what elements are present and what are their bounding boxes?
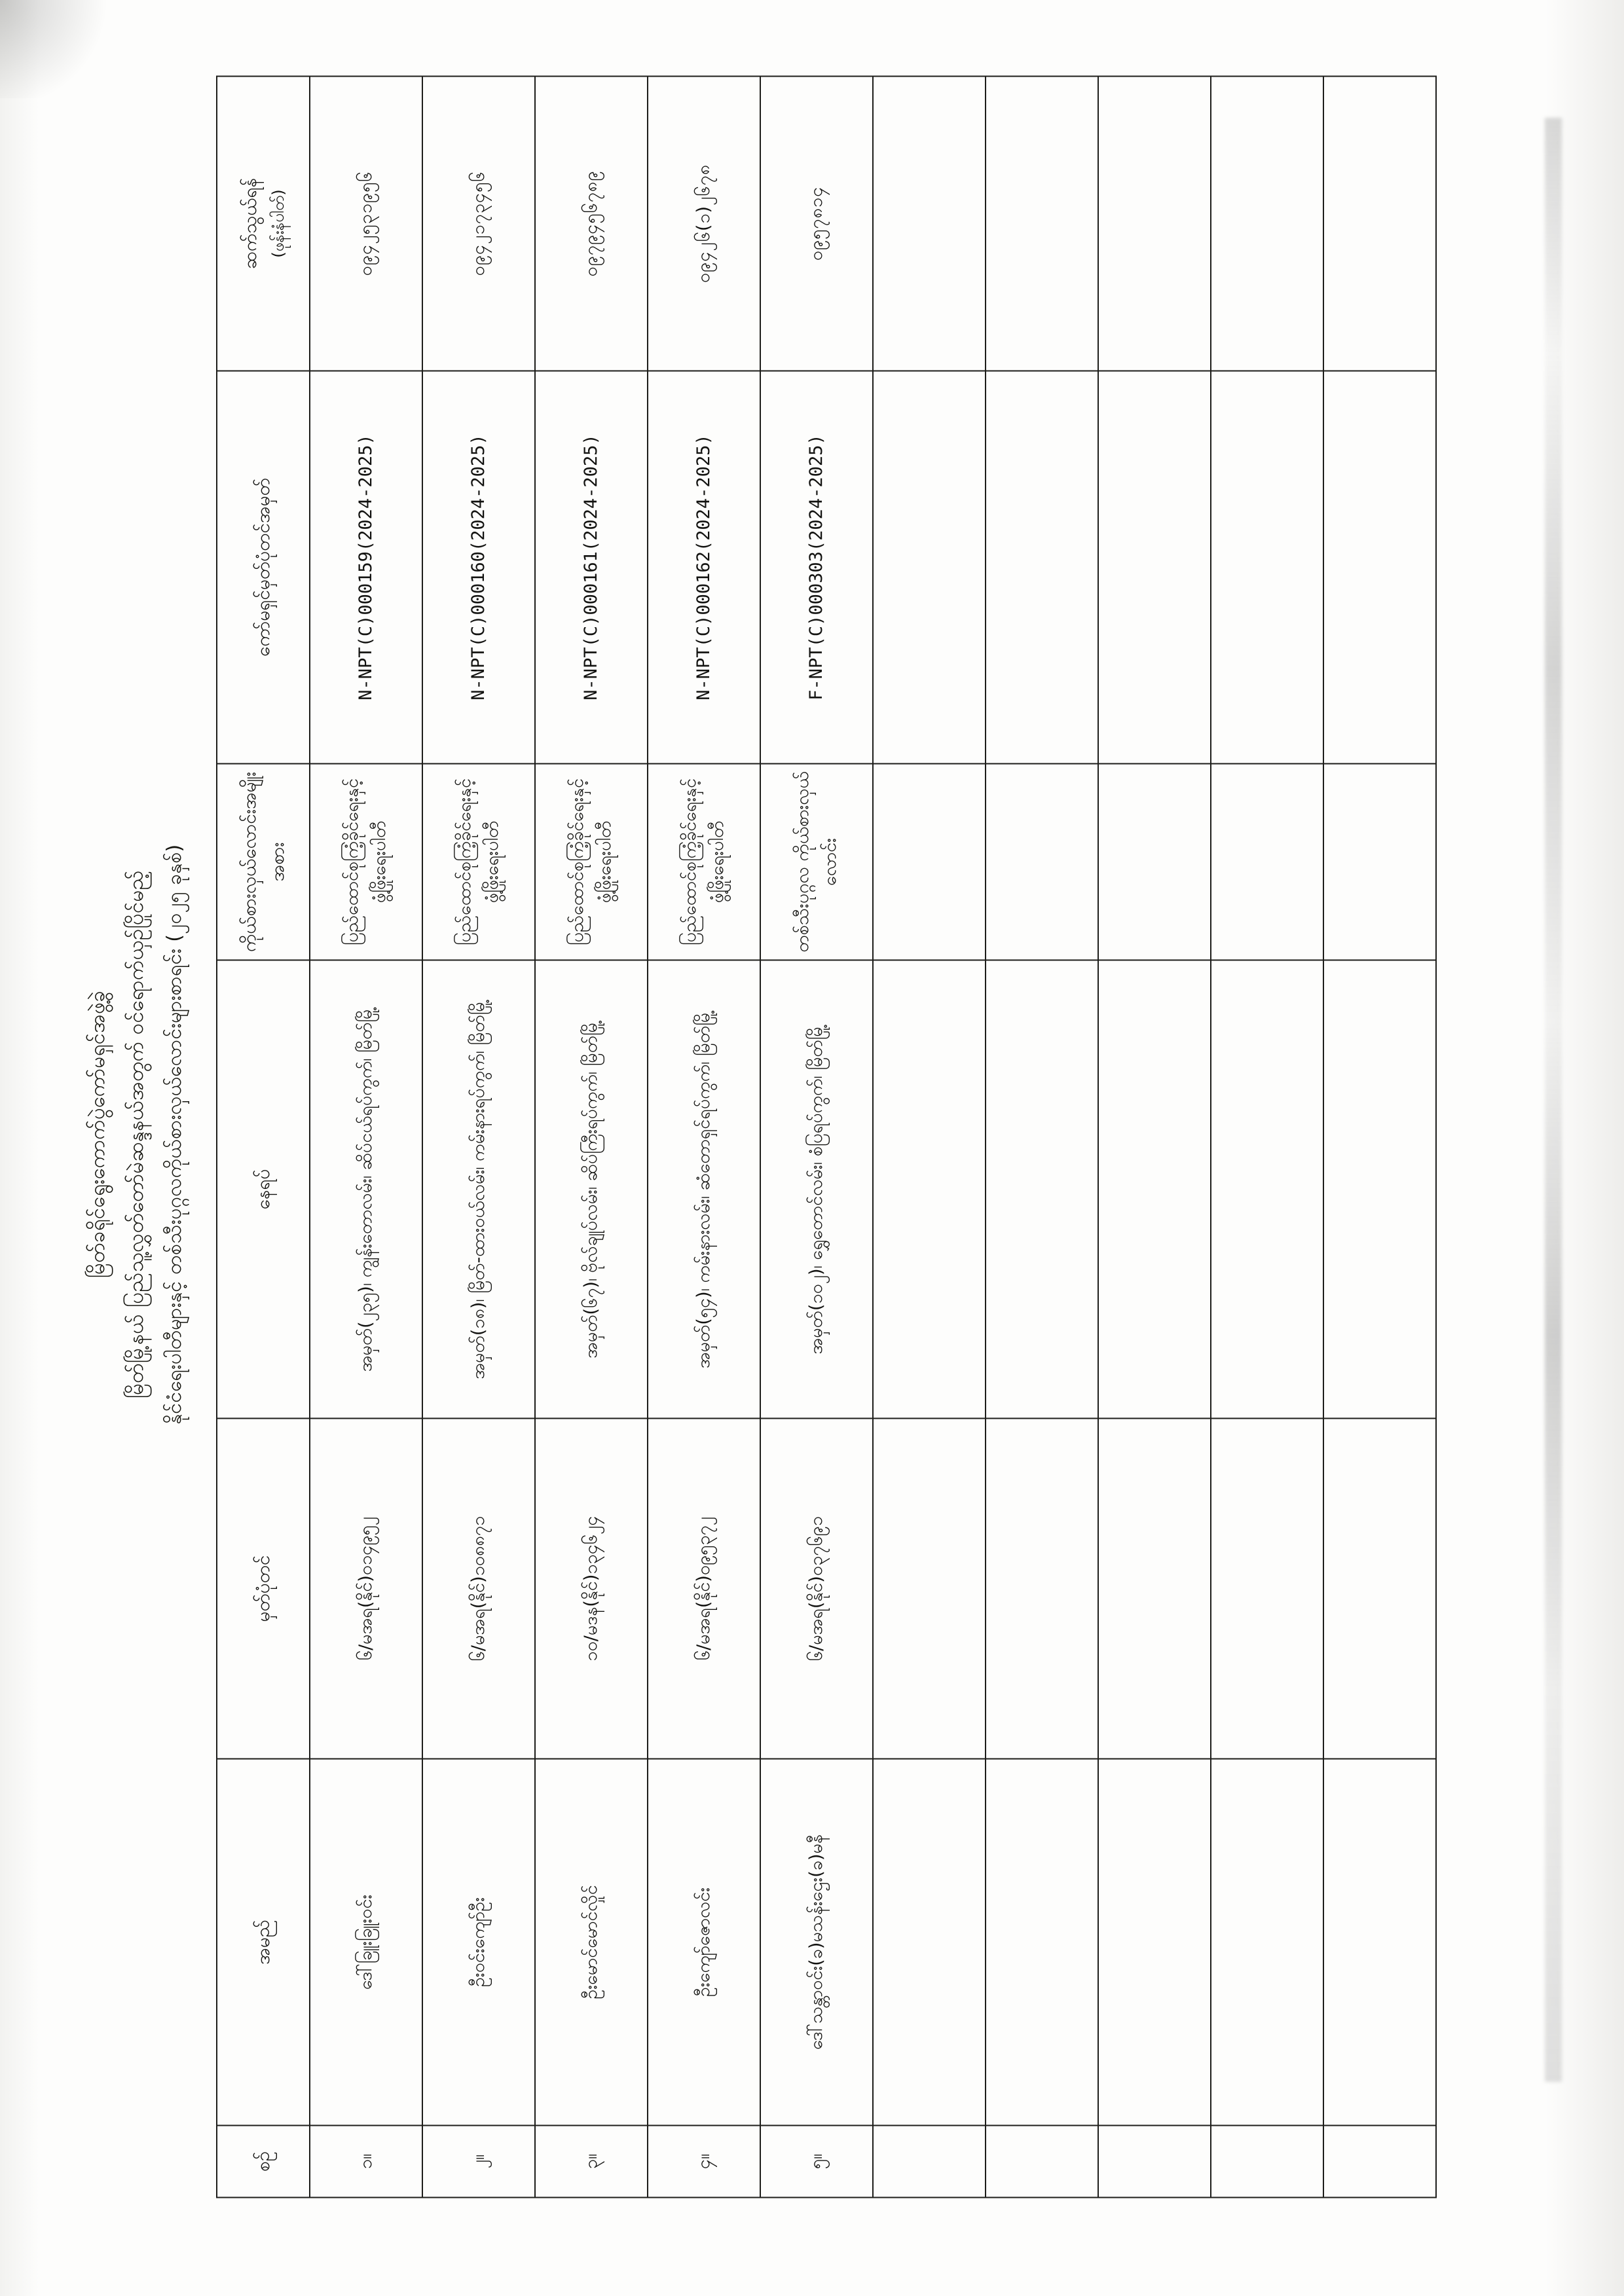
cell-registration-no bbox=[1211, 371, 1323, 763]
table-row bbox=[1098, 76, 1211, 2197]
heading-line-1: မြိတ်ခရိုင်ရွေးကောက်ပွဲကော်မရှင်အဖွဲ့ခွဲ bbox=[86, 990, 109, 1278]
cell-address bbox=[1098, 960, 1211, 1418]
cell-name: ဦးမောင်မောင်လှိုင် bbox=[535, 1758, 648, 2125]
cell-nrc bbox=[1211, 1418, 1323, 1758]
cell-phone: ၀၉၇၉၄၅၆၇၈၉ bbox=[535, 76, 648, 371]
col-header-candidate-type: ကိုယ်စားလှယ်လောင်းအမျိုးအစား bbox=[217, 763, 310, 960]
cell-name bbox=[1323, 1758, 1436, 2125]
cell-registration-no: N-NPT(C)000159(2024-2025) bbox=[310, 371, 422, 763]
cell-candidate-type: ပြည်ထောင်စုကြံ့ခိုင်ရေးနှင့်ဖွံ့ဖြိုးရေးပါတီ bbox=[310, 763, 422, 960]
cell-nrc bbox=[1323, 1418, 1436, 1758]
table-row bbox=[760, 76, 873, 2197]
cell-registration-no bbox=[873, 371, 986, 763]
cell-candidate-type bbox=[1323, 763, 1436, 960]
cell-address: အမှတ်(၁၀၂)၊ ရွှေတောင်လမ်း၊ စံပြရပ်ကွက်၊ မြိတ်မြို့ bbox=[760, 960, 873, 1418]
cell-registration-no: N-NPT(C)000161(2024-2025) bbox=[535, 371, 648, 763]
col-header-contact-label: ဆက်သွယ်ရန် bbox=[238, 177, 261, 269]
cell-name bbox=[1211, 1758, 1323, 2125]
cell-registration-no: N-NPT(C)000162(2024-2025) bbox=[648, 371, 760, 763]
cell-phone bbox=[986, 76, 1098, 371]
cell-no bbox=[1211, 2125, 1323, 2197]
cell-phone: ၀၉၄၂၁၇၃၄၅၆ bbox=[422, 76, 535, 371]
heading-line-2: မြိတ်မြို့နယ် ပြည်သူ့လွှတ်တော်မဲဆန္ဒနယ်အတွက် ဝင်ရောက်ယှဉ်ပြိုင်မည့် bbox=[124, 869, 148, 1398]
cell-phone bbox=[873, 76, 986, 371]
cell-no: ၄။ bbox=[648, 2125, 760, 2197]
cell-candidate-type bbox=[873, 763, 986, 960]
cell-nrc: ၆/မအရ(နိုင်)၁၀၈၈၇၁ bbox=[422, 1418, 535, 1758]
table-row bbox=[1323, 76, 1436, 2197]
cell-phone bbox=[1098, 76, 1211, 371]
cell-address bbox=[986, 960, 1098, 1418]
cell-address bbox=[1211, 960, 1323, 1418]
table-row bbox=[422, 76, 535, 2197]
cell-phone bbox=[1323, 76, 1436, 371]
table-header-row bbox=[217, 76, 310, 2197]
table-row bbox=[648, 76, 760, 2197]
cell-candidate-type bbox=[1098, 763, 1211, 960]
col-header-no: စဉ် bbox=[217, 2125, 310, 2197]
table-row bbox=[310, 76, 422, 2197]
col-header-nrc: မှတ်ပုံတင် bbox=[217, 1418, 310, 1758]
cell-address: အမှတ်(၁၈)၊ မြိတ်-ထားဝယ်လမ်း၊ ကမ်းနားရပ်ကွက်၊ မြိတ်မြို့ bbox=[422, 960, 535, 1418]
cell-registration-no bbox=[1323, 371, 1436, 763]
cell-address: အမှတ်(၆၇)၊ ဗိုလ်ချုပ်လမ်း၊ ဆိပ်ကြီးရပ်ကွက်၊ မြိတ်မြို့ bbox=[535, 960, 648, 1418]
table-row bbox=[1211, 76, 1323, 2197]
cell-nrc bbox=[1098, 1418, 1211, 1758]
cell-phone: ၀၉၅၇၈၁၄ bbox=[760, 76, 873, 371]
cell-name bbox=[986, 1758, 1098, 2125]
cell-nrc: ၁၀/မဒန(နိုင်)၁၃၄၆၂၄ bbox=[535, 1418, 648, 1758]
candidate-table-wrapper bbox=[216, 77, 1437, 2198]
table-body bbox=[310, 76, 1436, 2197]
col-header-contact-sublabel: (ဖုန်းနံပါတ်) bbox=[269, 189, 288, 258]
cell-nrc: ၆/မအရ(နိုင်)၀၉၅၃၇၂ bbox=[648, 1418, 760, 1758]
cell-no: ၂။ bbox=[422, 2125, 535, 2197]
table-row bbox=[535, 76, 648, 2197]
cell-no: ၅။ bbox=[760, 2125, 873, 2197]
cell-registration-no: N-NPT(C)000160(2024-2025) bbox=[422, 371, 535, 763]
cell-address bbox=[1323, 960, 1436, 1418]
cell-phone bbox=[1211, 76, 1323, 371]
cell-candidate-type: ပြည်ထောင်စုကြံ့ခိုင်ရေးနှင့်ဖွံ့ဖြိုးရေးပါတီ bbox=[648, 763, 760, 960]
table-head bbox=[217, 76, 310, 2197]
cell-no: ၁။ bbox=[310, 2125, 422, 2197]
cell-no bbox=[1323, 2125, 1436, 2197]
cell-candidate-type bbox=[986, 763, 1098, 960]
candidate-table bbox=[216, 75, 1437, 2198]
col-header-contact bbox=[217, 76, 310, 371]
cell-address: အမှတ်(၅၄)၊ ကမ်းနားလမ်း၊ ဆံတောရှင်ရပ်ကွက်၊ မြိတ်မြို့ bbox=[648, 960, 760, 1418]
col-header-name: အမည် bbox=[217, 1758, 310, 2125]
cell-nrc bbox=[986, 1418, 1098, 1758]
cell-name: ဦးဝင်းကျော်ဦး bbox=[422, 1758, 535, 2125]
cell-registration-no bbox=[1098, 371, 1211, 763]
cell-name: ဦးကျော်ဇောလင်း bbox=[648, 1758, 760, 2125]
cell-no bbox=[1098, 2125, 1211, 2197]
col-header-address: နေရပ် bbox=[217, 960, 310, 1418]
cell-candidate-type: တစ်သီးပုဂ္ဂလ ကိုယ်စားလှယ်လောင်း bbox=[760, 763, 873, 960]
table-row bbox=[986, 76, 1098, 2197]
cell-name bbox=[1098, 1758, 1211, 2125]
cell-phone: ၀၉၄၂၅၃၁၉၅၆ bbox=[310, 76, 422, 371]
cell-nrc bbox=[873, 1418, 986, 1758]
cell-registration-no: F-NPT(C)000303(2024-2025) bbox=[760, 371, 873, 763]
cell-name: ဒေါ်ခြူးခြူးဝင်း bbox=[310, 1758, 422, 2125]
cell-address: အမှတ်(၂၃၅)၊ ကျွန်းတောလမ်း၊ ဆိပ်ငယ်ရပ်ကွက်၊ မြိတ်မြို့ bbox=[310, 960, 422, 1418]
table-row bbox=[873, 76, 986, 2197]
cell-nrc: ၆/မအရ(နိုင်)၀၁၄၉၅၂ bbox=[310, 1418, 422, 1758]
cell-no bbox=[986, 2125, 1098, 2197]
col-header-registration-no: ကော်မရှင်မှတ်ပုံတင်အမှတ် bbox=[217, 371, 310, 763]
heading-line-3: နိုင်ငံရေးပါတီများနှင့် တစ်သီးပုဂ္ဂလကိုယ်စားလှယ်လောင်းများစာရင်း (၂၀၂၅ ခုနှစ်) bbox=[162, 843, 186, 1425]
document-heading bbox=[79, 168, 193, 2100]
cell-candidate-type: ပြည်ထောင်စုကြံ့ခိုင်ရေးနှင့်ဖွံ့ဖြိုးရေးပါတီ bbox=[422, 763, 535, 960]
cell-candidate-type bbox=[1211, 763, 1323, 960]
cell-nrc: ၆/မအရ(နိုင်)၀၃၇၆၉၁ bbox=[760, 1418, 873, 1758]
cell-no bbox=[873, 2125, 986, 2197]
cell-registration-no bbox=[986, 371, 1098, 763]
cell-address bbox=[873, 960, 986, 1418]
cell-name bbox=[873, 1758, 986, 2125]
cell-candidate-type: ပြည်ထောင်စုကြံ့ခိုင်ရေးနှင့်ဖွံ့ဖြိုးရေးပါတီ bbox=[535, 763, 648, 960]
cell-phone: ၀၉၄၂၆(၁)၂၆၇၈ bbox=[648, 76, 760, 371]
cell-name: ဒေါ်သန္တာဝင်း(ခ)မသန်းဌေး(ခ)မနီ bbox=[760, 1758, 873, 2125]
cell-no: ၃။ bbox=[535, 2125, 648, 2197]
